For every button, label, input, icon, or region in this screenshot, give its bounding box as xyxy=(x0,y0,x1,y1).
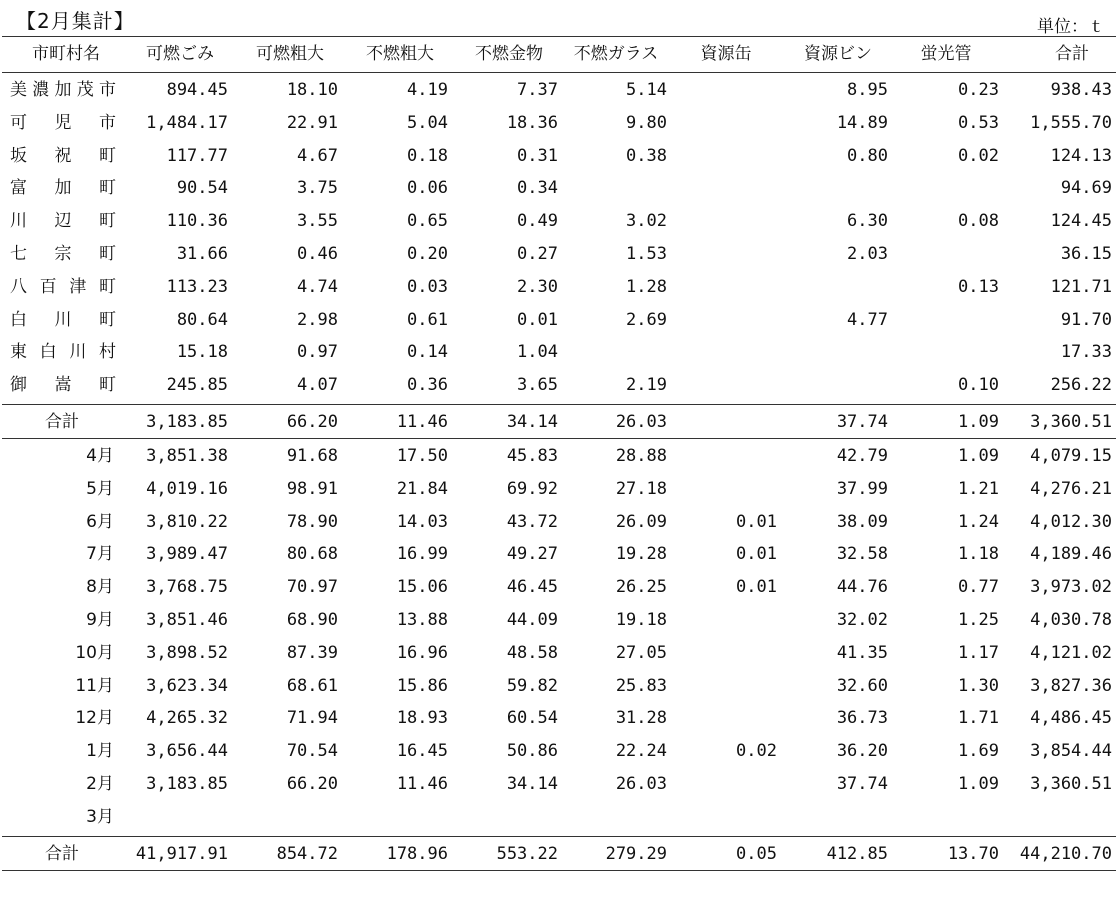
value-cell xyxy=(889,800,999,834)
value-cell: 25.83 xyxy=(615,675,667,696)
value-cell: 31.66 xyxy=(176,244,228,264)
value-cell xyxy=(557,171,667,205)
value-cell: 22.91 xyxy=(286,112,338,133)
value-cell: 46.45 xyxy=(506,577,558,598)
municipality-row xyxy=(2,368,1116,402)
value-cell xyxy=(778,171,888,205)
value-cell: 19.28 xyxy=(615,544,667,565)
value-cell: 553.22 xyxy=(496,843,558,864)
value-cell: 2.30 xyxy=(517,276,558,297)
value-cell: 90.54 xyxy=(176,178,228,199)
table-header-row xyxy=(2,37,1116,71)
value-cell xyxy=(667,139,777,173)
value-cell: 0.53 xyxy=(958,112,999,133)
value-cell: 32.02 xyxy=(836,610,888,630)
value-cell xyxy=(667,636,777,670)
value-cell xyxy=(889,237,999,271)
value-cell: 1.09 xyxy=(958,446,999,466)
value-cell: 21.84 xyxy=(396,478,448,499)
value-cell: 4.07 xyxy=(297,375,338,396)
value-cell xyxy=(667,106,777,140)
value-cell: 4,189.46 xyxy=(1030,544,1112,565)
value-cell: 17.33 xyxy=(1060,342,1112,363)
total-label: 合計 xyxy=(45,412,79,432)
value-cell: 87.39 xyxy=(286,642,338,663)
value-cell: 4,121.02 xyxy=(1030,642,1112,663)
value-cell: 0.03 xyxy=(407,276,448,297)
value-cell: 31.28 xyxy=(615,708,667,729)
value-cell: 70.54 xyxy=(286,741,338,762)
value-cell: 1.25 xyxy=(958,610,999,630)
month-name: 10月 xyxy=(75,642,114,663)
value-cell: 4.19 xyxy=(407,80,448,100)
value-cell: 26.25 xyxy=(615,577,667,598)
municipality-name: 御嵩町 xyxy=(10,375,116,396)
value-cell xyxy=(778,335,888,369)
municipality-name: 可児市 xyxy=(10,112,116,133)
municipality-name: 坂祝町 xyxy=(10,145,116,166)
value-cell: 34.14 xyxy=(506,774,558,794)
value-cell xyxy=(778,800,888,834)
month-row xyxy=(2,439,1116,473)
value-cell: 2.69 xyxy=(626,309,667,330)
value-cell: 0.23 xyxy=(958,80,999,100)
value-cell: 4.74 xyxy=(297,276,338,297)
value-cell: 3,973.02 xyxy=(1030,577,1112,598)
value-cell: 8.95 xyxy=(847,80,888,100)
municipality-row xyxy=(2,171,1116,205)
column-header: 不燃金物 xyxy=(475,44,543,64)
page-title: 【2月集計】 xyxy=(16,9,135,33)
value-cell: 894.45 xyxy=(166,80,228,100)
month-name: 2月 xyxy=(86,774,114,794)
column-header: 市町村名 xyxy=(32,44,100,64)
value-cell xyxy=(889,335,999,369)
value-cell: 4,276.21 xyxy=(1030,478,1112,499)
value-cell: 0.01 xyxy=(517,309,558,330)
month-row xyxy=(2,734,1116,768)
month-name: 4月 xyxy=(86,446,114,466)
value-cell: 4,019.16 xyxy=(146,478,228,499)
value-cell: 27.18 xyxy=(615,478,667,499)
value-cell: 178.96 xyxy=(386,843,448,864)
municipality-row xyxy=(2,73,1116,107)
value-cell: 70.97 xyxy=(286,577,338,598)
municipality-name: 美濃加茂市 xyxy=(10,80,116,100)
value-cell: 18.93 xyxy=(396,708,448,729)
value-cell: 37.74 xyxy=(836,774,888,794)
column-header: 可燃粗大 xyxy=(256,44,324,64)
value-cell: 0.01 xyxy=(736,577,777,598)
value-cell: 15.86 xyxy=(396,675,448,696)
month-row xyxy=(2,472,1116,506)
value-cell: 0.02 xyxy=(958,145,999,166)
value-cell: 69.92 xyxy=(506,478,558,499)
value-cell xyxy=(667,335,777,369)
month-name: 11月 xyxy=(75,675,114,696)
value-cell: 0.77 xyxy=(958,577,999,598)
value-cell: 3,768.75 xyxy=(146,577,228,598)
value-cell: 0.14 xyxy=(407,342,448,363)
value-cell: 71.94 xyxy=(286,708,338,729)
value-cell: 124.45 xyxy=(1050,211,1112,232)
value-cell: 37.99 xyxy=(836,478,888,499)
value-cell: 32.60 xyxy=(836,675,888,696)
value-cell: 14.03 xyxy=(396,511,448,532)
value-cell: 1.17 xyxy=(958,642,999,663)
month-name: 7月 xyxy=(86,544,114,565)
value-cell: 0.80 xyxy=(847,145,888,166)
value-cell: 1.21 xyxy=(958,478,999,499)
value-cell: 3,360.51 xyxy=(1030,774,1112,794)
value-cell: 0.01 xyxy=(736,544,777,565)
column-header: 資源ビン xyxy=(804,44,872,64)
value-cell: 34.14 xyxy=(506,412,558,432)
value-cell: 16.96 xyxy=(396,642,448,663)
month-name: 1月 xyxy=(86,741,114,762)
value-cell: 44.76 xyxy=(836,577,888,598)
value-cell xyxy=(667,472,777,506)
table-rule xyxy=(2,870,1116,871)
value-cell: 18.10 xyxy=(286,80,338,100)
value-cell: 110.36 xyxy=(166,211,228,232)
value-cell xyxy=(1002,800,1112,834)
value-cell xyxy=(778,270,888,304)
value-cell xyxy=(557,335,667,369)
value-cell: 0.05 xyxy=(736,843,777,864)
value-cell: 0.61 xyxy=(407,309,448,330)
value-cell: 59.82 xyxy=(506,675,558,696)
value-cell: 41.35 xyxy=(836,642,888,663)
value-cell: 3,989.47 xyxy=(146,544,228,565)
value-cell: 36.73 xyxy=(836,708,888,729)
value-cell: 44.09 xyxy=(506,610,558,630)
value-cell: 1.09 xyxy=(958,412,999,432)
value-cell xyxy=(228,800,338,834)
value-cell: 44,210.70 xyxy=(1019,843,1112,864)
municipality-name: 富加町 xyxy=(10,178,116,199)
value-cell xyxy=(667,405,777,439)
value-cell xyxy=(667,171,777,205)
municipality-name: 白川町 xyxy=(10,309,116,330)
value-cell: 256.22 xyxy=(1050,375,1112,396)
month-name: 9月 xyxy=(86,610,114,630)
month-row xyxy=(2,505,1116,539)
value-cell: 98.91 xyxy=(286,478,338,499)
value-cell: 41,917.91 xyxy=(135,843,228,864)
value-cell: 245.85 xyxy=(166,375,228,396)
value-cell: 27.05 xyxy=(615,642,667,663)
municipality-row xyxy=(2,204,1116,238)
value-cell: 113.23 xyxy=(166,276,228,297)
value-cell: 0.13 xyxy=(958,276,999,297)
value-cell: 3,360.51 xyxy=(1030,412,1112,432)
value-cell: 0.31 xyxy=(517,145,558,166)
value-cell xyxy=(667,270,777,304)
value-cell: 19.18 xyxy=(615,610,667,630)
value-cell: 279.29 xyxy=(605,843,667,864)
value-cell: 1.24 xyxy=(958,511,999,532)
value-cell: 0.01 xyxy=(736,511,777,532)
value-cell: 36.20 xyxy=(836,741,888,762)
value-cell: 5.14 xyxy=(626,80,667,100)
value-cell: 4.77 xyxy=(847,309,888,330)
value-cell: 42.79 xyxy=(836,446,888,466)
value-cell: 1.30 xyxy=(958,675,999,696)
month-name: 8月 xyxy=(86,577,114,598)
value-cell: 94.69 xyxy=(1060,178,1112,199)
value-cell: 1.28 xyxy=(626,276,667,297)
value-cell: 0.34 xyxy=(517,178,558,199)
month-name: 3月 xyxy=(86,806,114,827)
value-cell: 16.45 xyxy=(396,741,448,762)
value-cell: 3.65 xyxy=(517,375,558,396)
value-cell: 1.04 xyxy=(517,342,558,363)
value-cell: 45.83 xyxy=(506,446,558,466)
value-cell: 15.06 xyxy=(396,577,448,598)
value-cell xyxy=(778,368,888,402)
value-cell: 0.02 xyxy=(736,741,777,762)
value-cell: 2.03 xyxy=(847,244,888,264)
value-cell xyxy=(118,800,228,834)
value-cell: 1,484.17 xyxy=(146,112,228,133)
value-cell: 22.24 xyxy=(615,741,667,762)
value-cell: 80.64 xyxy=(176,309,228,330)
value-cell: 26.09 xyxy=(615,511,667,532)
value-cell: 117.77 xyxy=(166,145,228,166)
value-cell: 26.03 xyxy=(615,774,667,794)
month-row xyxy=(2,570,1116,604)
value-cell xyxy=(667,439,777,473)
value-cell: 0.97 xyxy=(297,342,338,363)
value-cell: 3,851.38 xyxy=(146,446,228,466)
value-cell: 0.65 xyxy=(407,211,448,232)
value-cell: 48.58 xyxy=(506,642,558,663)
value-cell: 1.71 xyxy=(958,708,999,729)
month-row xyxy=(2,537,1116,571)
month-row xyxy=(2,800,1116,834)
value-cell: 66.20 xyxy=(286,774,338,794)
value-cell: 0.10 xyxy=(958,375,999,396)
value-cell: 3,623.34 xyxy=(146,675,228,696)
value-cell: 18.36 xyxy=(506,112,558,133)
month-row xyxy=(2,603,1116,637)
month-name: 12月 xyxy=(75,708,114,729)
value-cell: 3,851.46 xyxy=(146,610,228,630)
column-header: 合計 xyxy=(1055,44,1089,64)
value-cell xyxy=(667,800,777,834)
value-cell: 0.08 xyxy=(958,211,999,232)
value-cell: 60.54 xyxy=(506,708,558,729)
value-cell: 0.46 xyxy=(297,244,338,264)
value-cell: 2.19 xyxy=(626,375,667,396)
municipality-row xyxy=(2,106,1116,140)
value-cell: 4,079.15 xyxy=(1030,446,1112,466)
value-cell: 91.70 xyxy=(1060,309,1112,330)
value-cell xyxy=(889,171,999,205)
value-cell: 0.38 xyxy=(626,145,667,166)
value-cell xyxy=(667,669,777,703)
municipality-row xyxy=(2,237,1116,271)
municipality-name: 八百津町 xyxy=(10,276,116,297)
municipality-row xyxy=(2,303,1116,337)
value-cell: 938.43 xyxy=(1050,80,1112,100)
value-cell: 80.68 xyxy=(286,544,338,565)
municipality-row xyxy=(2,139,1116,173)
value-cell: 17.50 xyxy=(396,446,448,466)
value-cell: 1,555.70 xyxy=(1030,112,1112,133)
column-header: 資源缶 xyxy=(700,44,752,64)
value-cell: 3,183.85 xyxy=(146,412,228,432)
value-cell: 78.90 xyxy=(286,511,338,532)
value-cell: 4.67 xyxy=(297,145,338,166)
unit-label: 単位：ｔ xyxy=(1037,17,1105,37)
month-name: 6月 xyxy=(86,511,114,532)
value-cell: 11.46 xyxy=(396,774,448,794)
value-cell: 5.04 xyxy=(407,112,448,133)
value-cell: 4,265.32 xyxy=(146,708,228,729)
value-cell: 3,810.22 xyxy=(146,511,228,532)
municipality-row xyxy=(2,270,1116,304)
value-cell xyxy=(889,303,999,337)
value-cell xyxy=(338,800,448,834)
value-cell: 1.18 xyxy=(958,544,999,565)
value-cell: 49.27 xyxy=(506,544,558,565)
value-cell: 412.85 xyxy=(826,843,888,864)
value-cell: 0.36 xyxy=(407,375,448,396)
value-cell xyxy=(667,701,777,735)
month-name: 5月 xyxy=(86,478,114,499)
value-cell: 16.99 xyxy=(396,544,448,565)
value-cell: 11.46 xyxy=(396,412,448,432)
value-cell: 66.20 xyxy=(286,412,338,432)
value-cell: 9.80 xyxy=(626,112,667,133)
municipality-name: 川辺町 xyxy=(10,211,116,232)
value-cell: 13.70 xyxy=(947,843,999,864)
value-cell: 38.09 xyxy=(836,511,888,532)
value-cell: 4,030.78 xyxy=(1030,610,1112,630)
value-cell: 854.72 xyxy=(276,843,338,864)
value-cell xyxy=(667,368,777,402)
value-cell: 68.90 xyxy=(286,610,338,630)
value-cell: 28.88 xyxy=(615,446,667,466)
value-cell xyxy=(667,603,777,637)
value-cell: 4,012.30 xyxy=(1030,511,1112,532)
month-row xyxy=(2,636,1116,670)
value-cell: 3.75 xyxy=(297,178,338,199)
value-cell: 32.58 xyxy=(836,544,888,565)
value-cell: 0.06 xyxy=(407,178,448,199)
value-cell: 6.30 xyxy=(847,211,888,232)
value-cell: 121.71 xyxy=(1050,276,1112,297)
value-cell: 68.61 xyxy=(286,675,338,696)
value-cell xyxy=(667,237,777,271)
month-row xyxy=(2,669,1116,703)
total-label: 合計 xyxy=(45,843,79,864)
value-cell: 50.86 xyxy=(506,741,558,762)
value-cell: 36.15 xyxy=(1060,244,1112,264)
value-cell: 124.13 xyxy=(1050,145,1112,166)
value-cell xyxy=(557,800,667,834)
value-cell: 1.53 xyxy=(626,244,667,264)
month-row xyxy=(2,701,1116,735)
municipality-name: 東白川村 xyxy=(10,342,116,363)
value-cell: 0.20 xyxy=(407,244,448,264)
column-header: 蛍光管 xyxy=(920,44,972,64)
month-row xyxy=(2,767,1116,801)
value-cell: 13.88 xyxy=(396,610,448,630)
value-cell: 1.09 xyxy=(958,774,999,794)
value-cell: 3.02 xyxy=(626,211,667,232)
value-cell: 7.37 xyxy=(517,80,558,100)
value-cell xyxy=(667,767,777,801)
value-cell: 37.74 xyxy=(836,412,888,432)
annual-total-row xyxy=(2,837,1116,871)
value-cell xyxy=(667,73,777,107)
value-cell: 0.49 xyxy=(517,211,558,232)
value-cell: 0.18 xyxy=(407,145,448,166)
value-cell: 43.72 xyxy=(506,511,558,532)
value-cell: 1.69 xyxy=(958,741,999,762)
value-cell: 2.98 xyxy=(297,309,338,330)
value-cell: 3.55 xyxy=(297,211,338,232)
value-cell: 3,854.44 xyxy=(1030,741,1112,762)
value-cell: 3,827.36 xyxy=(1030,675,1112,696)
value-cell xyxy=(667,204,777,238)
value-cell: 91.68 xyxy=(286,446,338,466)
value-cell: 0.27 xyxy=(517,244,558,264)
column-header: 可燃ごみ xyxy=(146,44,214,64)
value-cell xyxy=(448,800,558,834)
value-cell: 15.18 xyxy=(176,342,228,363)
column-header: 不燃ガラス xyxy=(573,44,659,64)
municipality-name: 七宗町 xyxy=(10,244,116,264)
value-cell: 26.03 xyxy=(615,412,667,432)
value-cell: 3,656.44 xyxy=(146,741,228,762)
value-cell: 4,486.45 xyxy=(1030,708,1112,729)
value-cell xyxy=(667,303,777,337)
column-header: 不燃粗大 xyxy=(366,44,434,64)
municipal-total-row xyxy=(2,405,1116,439)
value-cell: 3,898.52 xyxy=(146,642,228,663)
value-cell: 14.89 xyxy=(836,112,888,133)
municipality-row xyxy=(2,335,1116,369)
value-cell: 3,183.85 xyxy=(146,774,228,794)
